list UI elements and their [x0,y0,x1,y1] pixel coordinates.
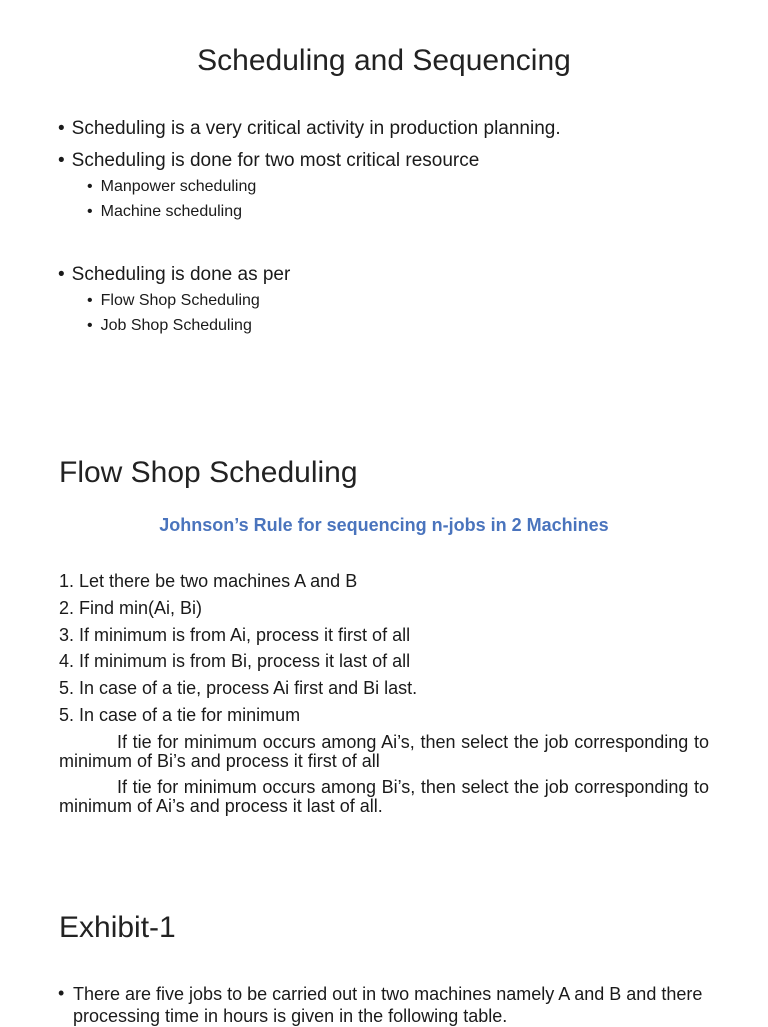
step-item: 2. Find min(Ai, Bi) [59,598,203,618]
sub-bullet-item: • Job Shop Scheduling [87,317,252,335]
section-title: Exhibit-1 [59,911,176,944]
step-item: 1. Let there be two machines A and B [59,571,358,591]
bullet-item: There are five jobs to be carried out in two machines namely A and B and there processing time in hours is given in the following table. [73,984,703,1026]
sub-bullet-item: • Machine scheduling [87,203,242,221]
section-subtitle: Johnson’s Rule for sequencing n-jobs in 2 Machines [159,515,609,535]
page-title: Scheduling and Sequencing [197,44,571,77]
sub-bullet-item: • Manpower scheduling [87,178,256,196]
section-title: Flow Shop Scheduling [59,456,358,489]
tie-rule-text: If tie for minimum occurs among Ai’s, then select the job corresponding to minimum of Bi’s and process it first of all [59,732,709,771]
bullet-marker: • [58,983,65,1003]
step-item: 4. If minimum is from Bi, process it last of all [59,651,411,671]
bullet-item: • Scheduling is done as per [58,264,290,286]
sub-bullet-item: • Flow Shop Scheduling [87,292,260,310]
tie-rule-text: If tie for minimum occurs among Bi’s, then select the job corresponding to minimum of Ai’s and process it last of all. [59,777,709,816]
step-item: 3. If minimum is from Ai, process it first of all [59,625,411,645]
tie-rule-paragraph [59,778,709,816]
step-item: 5. In case of a tie, process Ai first and Bi last. [59,678,418,698]
step-item: 5. In case of a tie for minimum [59,705,301,725]
bullet-item: • Scheduling is done for two most critical resource [58,150,479,172]
tie-rule-paragraph [59,733,709,771]
bullet-item: • Scheduling is a very critical activity in production planning. [58,118,561,140]
